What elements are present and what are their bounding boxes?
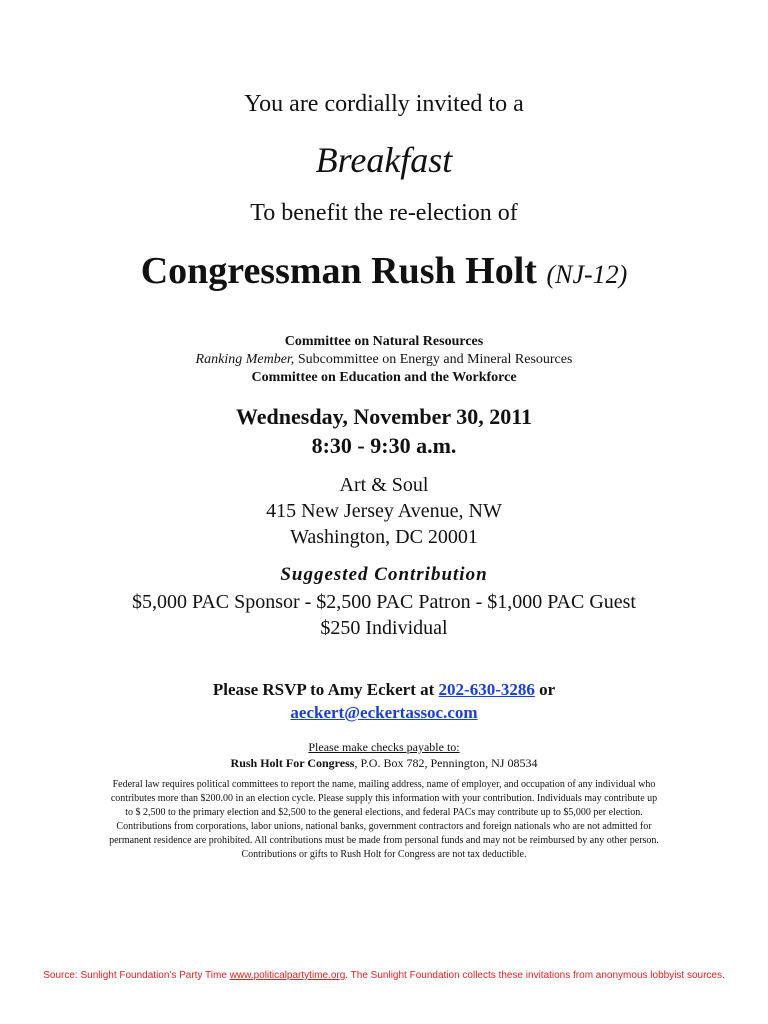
committee-education: Committee on Education and the Workforce xyxy=(251,370,517,385)
tax-note: Contributions or gifts to Rush Holt for Congress are not tax deductible. xyxy=(241,849,527,860)
candidate-heading xyxy=(100,248,668,298)
rsvp-email-link[interactable]: aeckert@eckertassoc.com xyxy=(290,703,478,722)
purpose-line: To benefit the re-election of xyxy=(250,200,518,226)
event-type: Breakfast xyxy=(315,140,453,180)
committee-role-line xyxy=(0,351,768,369)
rsvp-line xyxy=(180,678,588,724)
legal-text: Federal law requires political committees to report the name, mailing address, name of employer, and occupation of any individual who contributes more than $200.00 in an election cycle. Please supply this information with your contribution. Individuals may contribute up to $ 2,500 to the primary election and $2,500 to the general elections, and federal PACs may contribute up to $5,000 per election. Contributions from corporations, labor unions, national banks, government contractors and foreign nationals who are not admitted for permanent residence are prohibited. All contributions must be made from personal funds and may not be reimbursed by any other person. xyxy=(109,779,659,846)
source-note xyxy=(0,970,768,981)
subcommittee-name: Subcommittee on Energy and Mineral Resources xyxy=(294,352,573,367)
checks-payee: Rush Holt For Congress xyxy=(230,756,355,770)
rsvp-phone-link[interactable]: 202-630-3286 xyxy=(438,680,535,699)
committee-natural-resources: Committee on Natural Resources xyxy=(284,334,484,349)
checks-address: , P.O. Box 782, Pennington, NJ 08534 xyxy=(354,756,538,770)
district-label: (NJ-12) xyxy=(546,260,628,289)
source-link[interactable]: www.politicalpartytime.org xyxy=(229,970,346,981)
event-time: 8:30 - 9:30 a.m. xyxy=(311,433,457,458)
contribution-levels: $5,000 PAC Sponsor - $2,500 PAC Patron - $1,000 PAC Guest xyxy=(132,591,636,613)
venue-block xyxy=(0,472,768,550)
committee-role: Ranking Member, xyxy=(195,352,295,367)
checks-heading: Please make checks payable to: xyxy=(308,740,460,754)
committees-block xyxy=(0,333,768,387)
venue-city: Washington, DC 20001 xyxy=(290,526,478,548)
checks-block xyxy=(0,739,768,771)
venue-street: 415 New Jersey Avenue, NW xyxy=(266,500,502,522)
rsvp-prefix: Please RSVP to Amy Eckert at xyxy=(212,680,439,699)
contribution-individual: $250 Individual xyxy=(320,617,448,639)
rsvp-connector: or xyxy=(534,680,556,699)
source-prefix: Source: Sunlight Foundation's Party Time xyxy=(43,970,230,981)
contribution-title: Suggested Contribution xyxy=(280,564,488,585)
legal-disclaimer xyxy=(108,778,660,862)
venue-name: Art & Soul xyxy=(339,474,429,496)
contribution-levels-block xyxy=(120,589,648,641)
source-suffix: . The Sunlight Foundation collects these invitations from anonymous lobbyist sources. xyxy=(345,970,725,981)
candidate-name: Congressman Rush Holt xyxy=(140,250,537,292)
event-datetime xyxy=(0,402,768,460)
invite-intro: You are cordially invited to a xyxy=(244,91,524,117)
event-date: Wednesday, November 30, 2011 xyxy=(235,404,532,429)
checks-payee-line xyxy=(0,755,768,771)
